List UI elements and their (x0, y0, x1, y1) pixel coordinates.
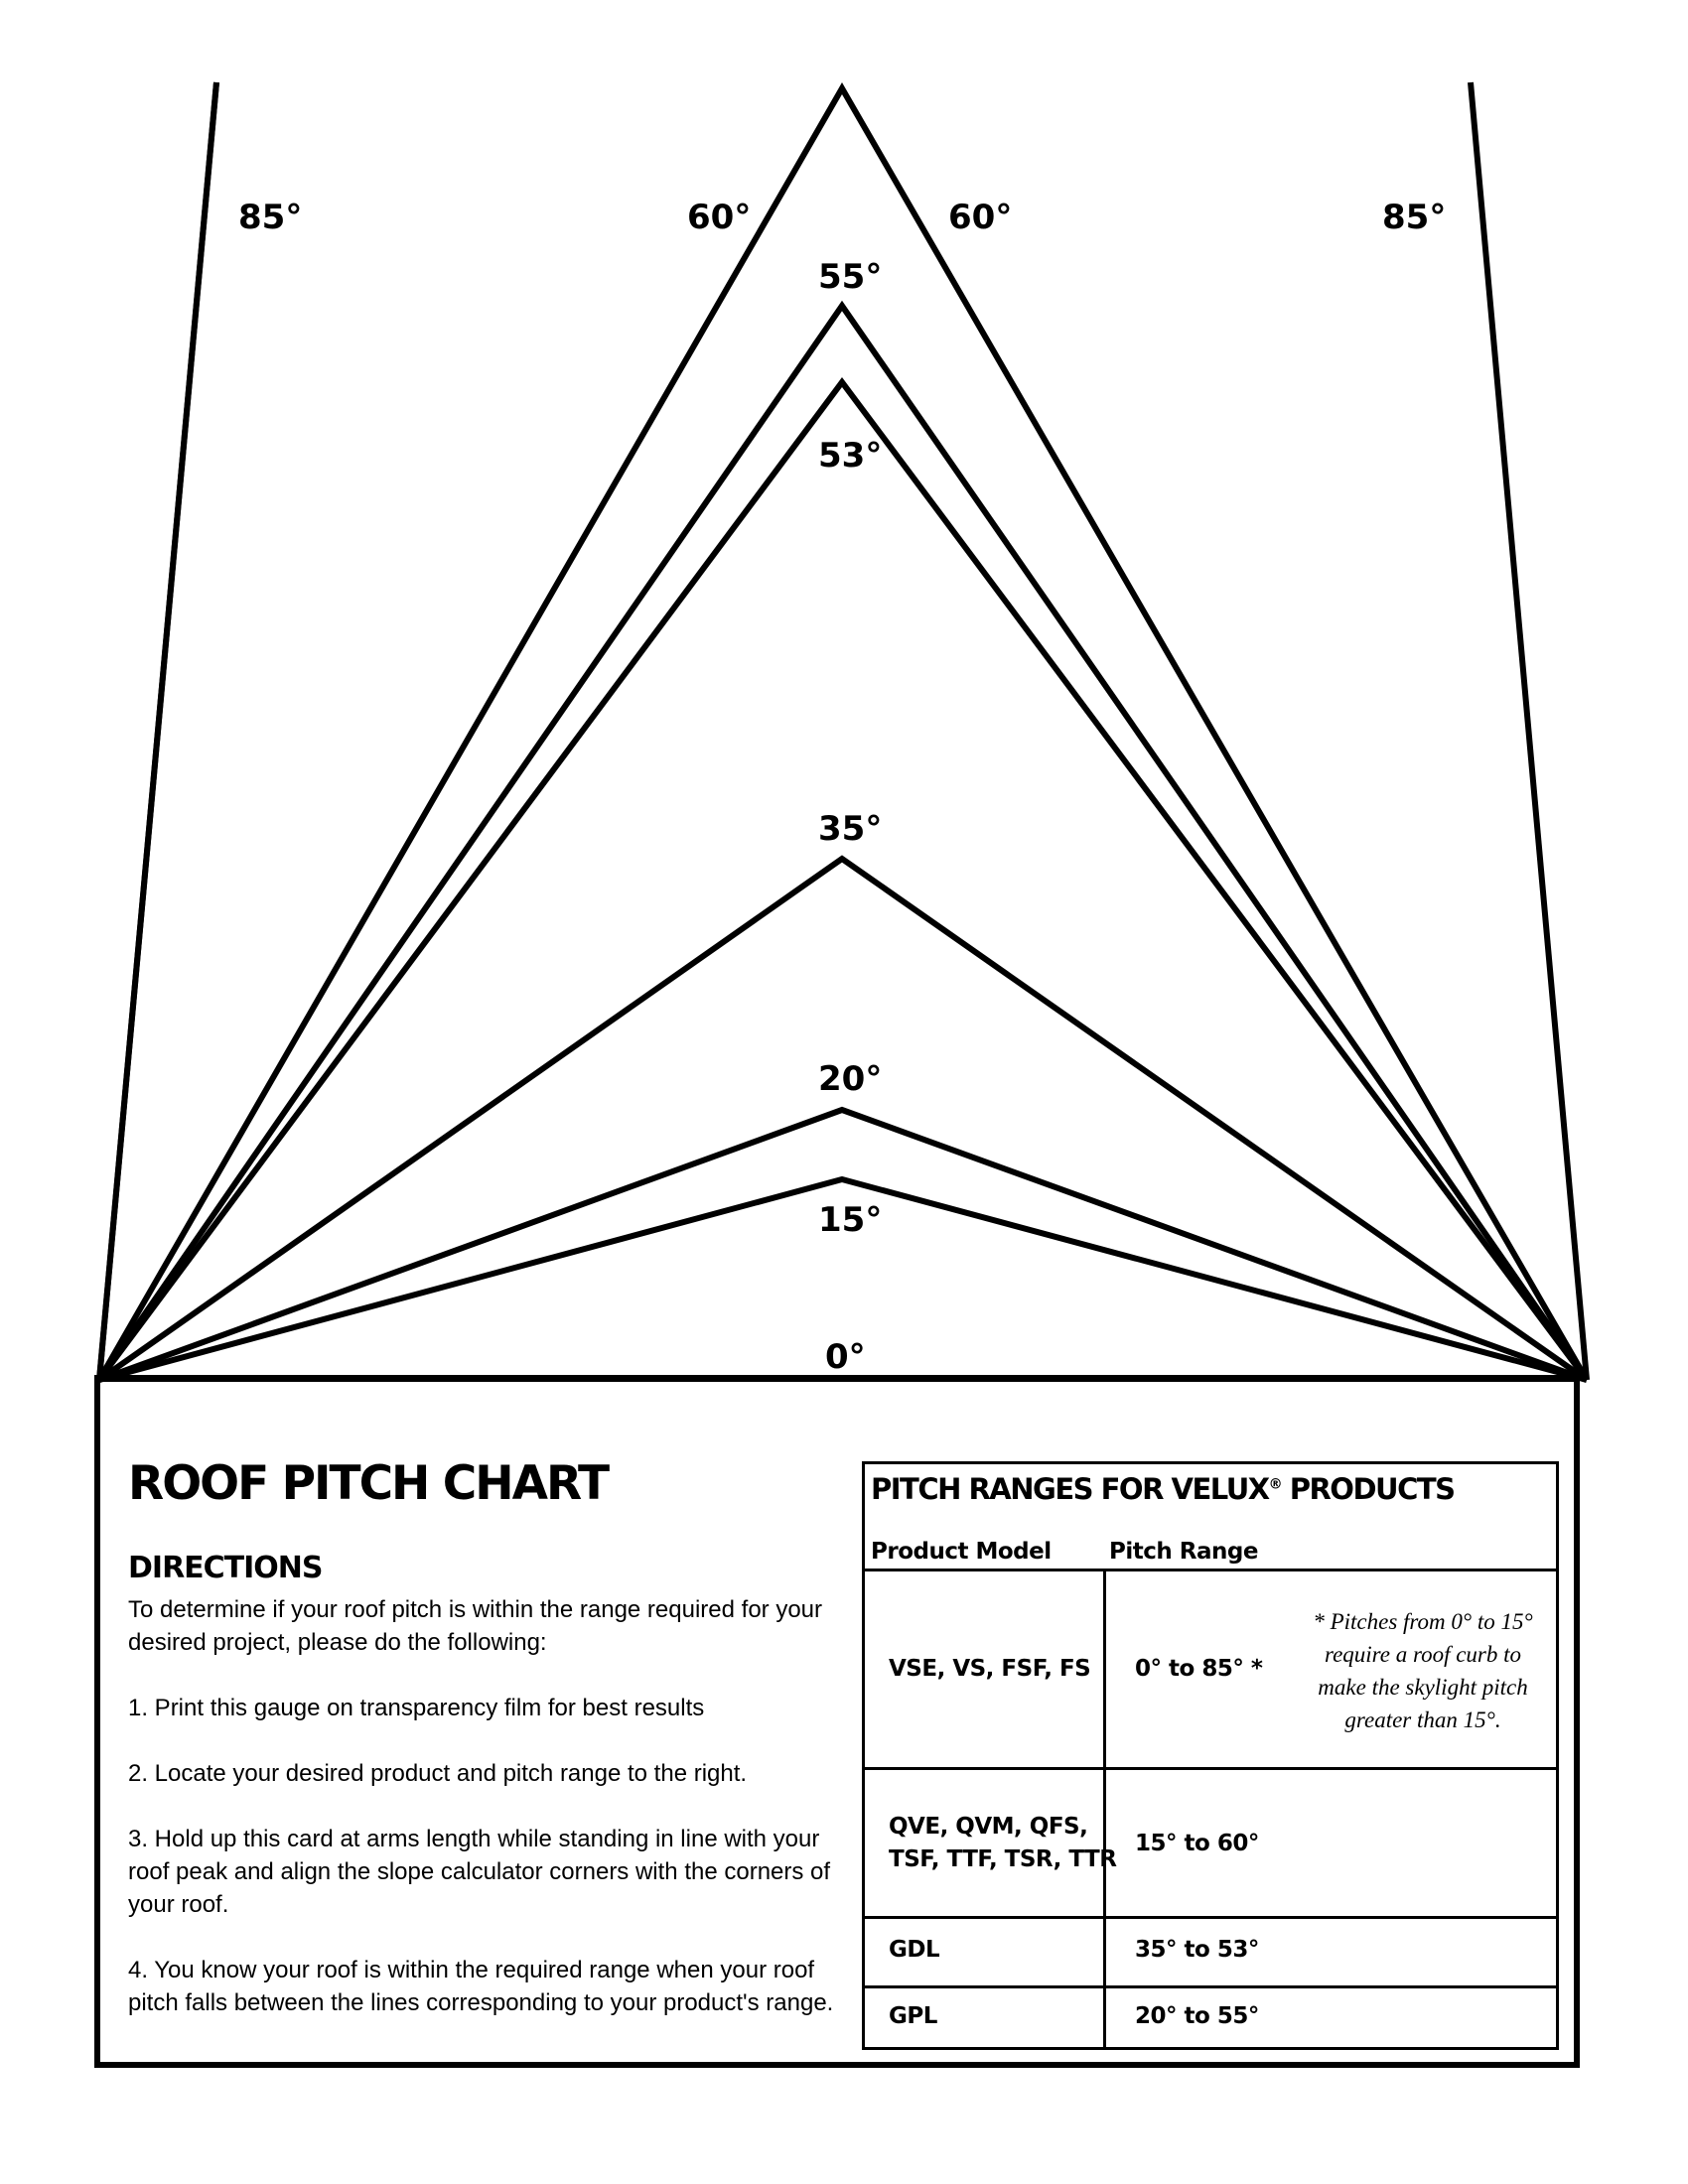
directions-step-2: 2. Locate your desired product and pitch range to the right. (128, 1760, 748, 1787)
registered-mark: ® (1268, 1476, 1282, 1493)
row1-range: 0° to 85° * (1135, 1656, 1263, 1682)
label-15: 15° (818, 1200, 883, 1240)
row1-model: VSE, VS, FSF, FS (889, 1656, 1091, 1682)
pitch-line-85-left (99, 82, 216, 1380)
label-60-left: 60° (687, 198, 752, 237)
directions-text (128, 1593, 843, 2052)
label-53: 53° (818, 436, 883, 476)
pitch-line-85-right (1471, 82, 1587, 1380)
label-0: 0° (825, 1337, 866, 1377)
row4-model: GPL (889, 2003, 937, 2029)
pitch-note: * Pitches from 0° to 15° require a roof curb to make the skylight pitch greater than 15°. (1313, 1609, 1533, 1732)
row3-model: GDL (889, 1937, 940, 1963)
row3-range: 35° to 53° (1135, 1937, 1259, 1963)
label-35: 35° (818, 809, 883, 849)
pitch-range-table (862, 1461, 1559, 2050)
table-divider (865, 1916, 1556, 1919)
directions-step-4: 4. You know your roof is within the required range when your roof pitch falls between the lines corresponding to your product's range. (128, 1957, 834, 2016)
header-product-model: Product Model (871, 1539, 1052, 1565)
row2-model-line1: QVE, QVM, QFS, (889, 1814, 1088, 1840)
table-divider (865, 1985, 1556, 1988)
label-85-right: 85° (1382, 198, 1447, 237)
header-pitch-range: Pitch Range (1109, 1539, 1258, 1565)
directions-step-1: 1. Print this gauge on transparency film for best results (128, 1695, 705, 1721)
pitch-table-title-suffix: PRODUCTS (1281, 1472, 1455, 1506)
directions-heading: DIRECTIONS (128, 1551, 323, 1585)
label-85-left: 85° (238, 198, 303, 237)
directions-intro: To determine if your roof pitch is within the range required for your desired project, please do the following: (128, 1596, 823, 1656)
label-60-right: 60° (948, 198, 1013, 237)
row4-range: 20° to 55° (1135, 2003, 1259, 2029)
label-20: 20° (818, 1059, 883, 1099)
pitch-table-title-text: PITCH RANGES FOR VELUX (871, 1472, 1269, 1506)
label-55: 55° (818, 257, 883, 297)
row2-range: 15° to 60° (1135, 1831, 1259, 1856)
row2-model-line2: TSF, TTF, TSR, TTR (889, 1846, 1117, 1872)
table-divider (865, 1767, 1556, 1770)
page-title: ROOF PITCH CHART (128, 1456, 609, 1511)
pitch-table-title (871, 1472, 1455, 1506)
table-column-divider (1103, 1570, 1106, 2047)
directions-step-3: 3. Hold up this card at arms length while standing in line with your roof peak and align the slope calculator corners with the corners of your roof. (128, 1826, 831, 1918)
table-divider (865, 1569, 1556, 1571)
info-panel (94, 1375, 1580, 2068)
